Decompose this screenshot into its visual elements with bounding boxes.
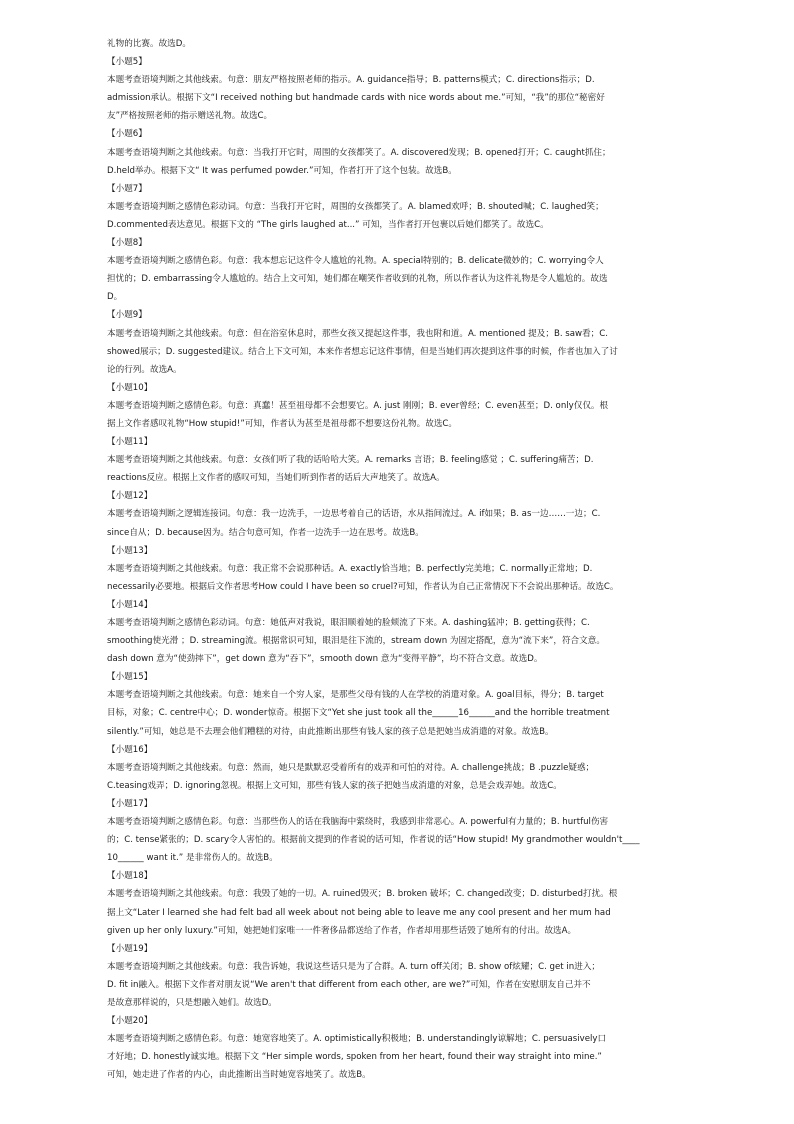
text-line: 本题考查语境判断之其他线索。句意：我告诉她，我说这些话只是为了合群。A. turn off关闭；B. show of炫耀；C. get in进入；: [107, 961, 601, 972]
text-line: silently.”可知，她总是不去理会他们糟糕的对待，由此推断出那些有钱人家的孩子总是把她当成消遣的对象。故选B。: [107, 726, 554, 737]
question-tag: 【小题15】: [107, 672, 153, 683]
text-line: 本题考查语境判断之其他线索。句意：女孩们听了我的话哈哈大笑。A. remarks 言语；B. feeling感觉 ；C. suffering痛苦；D.: [107, 455, 594, 466]
question-tag: 【小题20】: [107, 1016, 153, 1027]
text-line: 10______ want it.” 是非常伤人的。故选B。: [107, 853, 278, 864]
text-line: necessarily必要地。根据后文作者思考How could I have been so cruel?可知，作者认为自己正常情况下不会说出那种话。故选C。: [107, 581, 619, 592]
text-line: since自从；D. because因为。结合句意可知，作者一边洗手一边在思考。故选B。: [107, 527, 424, 538]
question-tag: 【小题5】: [107, 57, 147, 68]
text-line: dash down 意为“使劲摔下”，get down 意为“吞下”，smooth down 意为“变得平静”，均不符合文意。故选D。: [107, 654, 543, 665]
text-line: admission承认。根据下文“I received nothing but handmade cards with nice words about me.”可知，“我”的那位“秘密好: [107, 93, 605, 104]
question-tag: 【小题10】: [107, 382, 153, 393]
text-line: D. fit in融入。根据下文作者对朋友说“We aren't that different from each other, are we?”可知，作者在安慰朋友自己并不: [107, 979, 591, 990]
text-line: 本题考查语境判断之其他线索。句意：我毁了她的一切。A. ruined毁灭；B. broken 破坏；C. changed改变；D. disturbed打扰。根: [107, 889, 618, 900]
question-tag: 【小题19】: [107, 943, 153, 954]
text-line: 本题考查语境判断之其他线索。句意：但在浴室休息时，那些女孩又提起这件事，我也附和道。A. mentioned 提及；B. saw看；C.: [107, 328, 609, 339]
text-line: smoothing使光滑 ；D. streaming流。根据常识可知，眼泪是往下流的，stream down 为固定搭配，意为“流下来”，符合文意。: [107, 636, 605, 647]
text-line: 友”严格按照老师的指示赠送礼物。故选C。: [107, 111, 273, 122]
text-line: 本题考查语境判断之感情色彩。句意：我本想忘记这件令人尴尬的礼物。A. special特别的；B. delicate微妙的；C. worrying令人: [107, 256, 604, 267]
text-line: 本题考查语境判断之其他线索。句意：她来自一个穷人家，是那些父母有钱的人在学校的消遣对象。A. goal目标，得分；B. target: [107, 690, 604, 701]
text-line: 的；C. tense紧张的；D. scary令人害怕的。根据前文提到的作者说的话可知，作者说的话“How stupid! My grandmother wouldn't____: [107, 835, 640, 846]
text-line: 目标，对象；C. centre中心；D. wonder惊奇。根据下文“Yet she just took all the______16______and the horrible treatment: [107, 708, 610, 719]
text-line: 才好地；D. honestly诚实地。根据下文 “Her simple words, spoken from her heart, found their way straight into mine.”: [107, 1052, 602, 1063]
text-line: 本题考查语境判断之感情色彩动词。句意：当我打开它时，周围的女孩都笑了。A. blamed欢呼；B. shouted喊；C. laughed笑；: [107, 201, 604, 212]
question-tag: 【小题17】: [107, 798, 153, 809]
question-tag: 【小题7】: [107, 183, 147, 194]
text-line: 据上文“Later I learned she had felt bad all week about not being able to leave me any cool present and her mum had: [107, 907, 611, 918]
text-line: 本题考查语境判断之感情色彩动词。句意：她低声对我说，眼泪顺着她的脸颊流了下来。A. dashing猛冲；B. getting获得；C.: [107, 618, 590, 628]
text-line: 本题考查语境判断之其他线索。句意：朋友严格按照老师的指示。A. guidance指导；B. patterns模式；C. directions指示；D.: [107, 75, 595, 86]
text-line: 本题考查语境判断之感情色彩。句意：真蠢！甚至祖母都不会想要它。A. just 刚刚；B. ever曾经；C. even甚至；D. only仅仅。根: [107, 400, 609, 411]
text-line: 本题考查语境判断之感情色彩。句意：当那些伤人的话在我脑海中萦绕时，我感到非常恶心。A. powerful有力量的；B. hurtful伤害: [107, 817, 609, 828]
text-line: 论的行列。故选A。: [107, 364, 182, 375]
text-line: 本题考查语境判断之感情色彩。句意：她宽容地笑了。A. optimistically积极地；B. understandingly谅解地；C. persuasively口: [107, 1034, 607, 1045]
text-line: showed展示；D. suggested建议。结合上下文可知，本来作者想忘记这件事情，但是当她们再次提到这件事的时候，作者也加入了讨: [107, 346, 618, 357]
question-tag: 【小题9】: [107, 310, 147, 321]
text-line: 据上文作者感叹礼物“How stupid!”可知，作者认为甚至是祖母都不想要这份礼物。故选C。: [107, 418, 458, 429]
question-tag: 【小题18】: [107, 871, 153, 882]
text-line: 本题考查语境判断之其他线索。句意：我正常不会说那种话。A. exactly恰当地；B. perfectly完美地；C. normally正常地；D.: [107, 563, 593, 574]
text-line: D。: [107, 292, 123, 303]
text-line: 礼物的比赛。故选D。: [107, 39, 191, 49]
question-tag: 【小题14】: [107, 599, 153, 610]
question-tag: 【小题11】: [107, 437, 153, 448]
text-line: 是故意那样说的，只是想融入她们。故选D。: [107, 997, 277, 1008]
text-line: C.teasing戏弄；D. ignoring忽视。根据上文可知，那些有钱人家的孩子把她当成消遣的对象，总是会戏弄她。故选C。: [107, 780, 562, 791]
question-tag: 【小题8】: [107, 238, 147, 249]
text-line: 可知，她走进了作者的内心，由此推断出当时她宽容地笑了。故选B。: [107, 1070, 371, 1081]
question-tag: 【小题16】: [107, 744, 153, 755]
text-line: given up her only luxury.”可知，她把她们家唯一一件奢侈品都送给了作者，作者却用那些话毁了她所有的付出。故选A。: [107, 925, 577, 936]
text-line: 本题考查语境判断之其他线索。句意：当我打开它时，周围的女孩都笑了。A. discovered发现；B. opened打开；C. caught抓住；: [107, 147, 611, 158]
text-line: 本题考查语境判断之其他线索。句意：然而，她只是默默忍受着所有的戏弄和可怕的对待。A. challenge挑战；B .puzzle疑惑；: [107, 762, 595, 773]
text-line: 担忧的；D. embarrassing令人尴尬的。结合上文可知，她们都在嘲笑作者收到的礼物，所以作者认为这件礼物是令人尴尬的。故选: [107, 274, 608, 285]
text-line: D.held举办。根据下文“ It was perfumed powder.”可知，作者打开了这个包装。故选B。: [107, 165, 457, 176]
question-tag: 【小题6】: [107, 129, 147, 140]
text-line: D.commented表达意见。根据下文的 “The girls laughed at...” 可知，当作者打开包裹以后她们都笑了。故选C。: [107, 219, 549, 230]
text-line: reactions反应。根据上文作者的感叹可知，当她们听到作者的话后大声地笑了。故选A。: [107, 473, 445, 484]
question-tag: 【小题13】: [107, 545, 153, 556]
question-tag: 【小题12】: [107, 491, 153, 502]
text-line: 本题考查语境判断之逻辑连接词。句意：我一边洗手，一边思考着自己的话语，水从指间流过。A. if如果；B. as一边……一边；C.: [107, 509, 601, 520]
